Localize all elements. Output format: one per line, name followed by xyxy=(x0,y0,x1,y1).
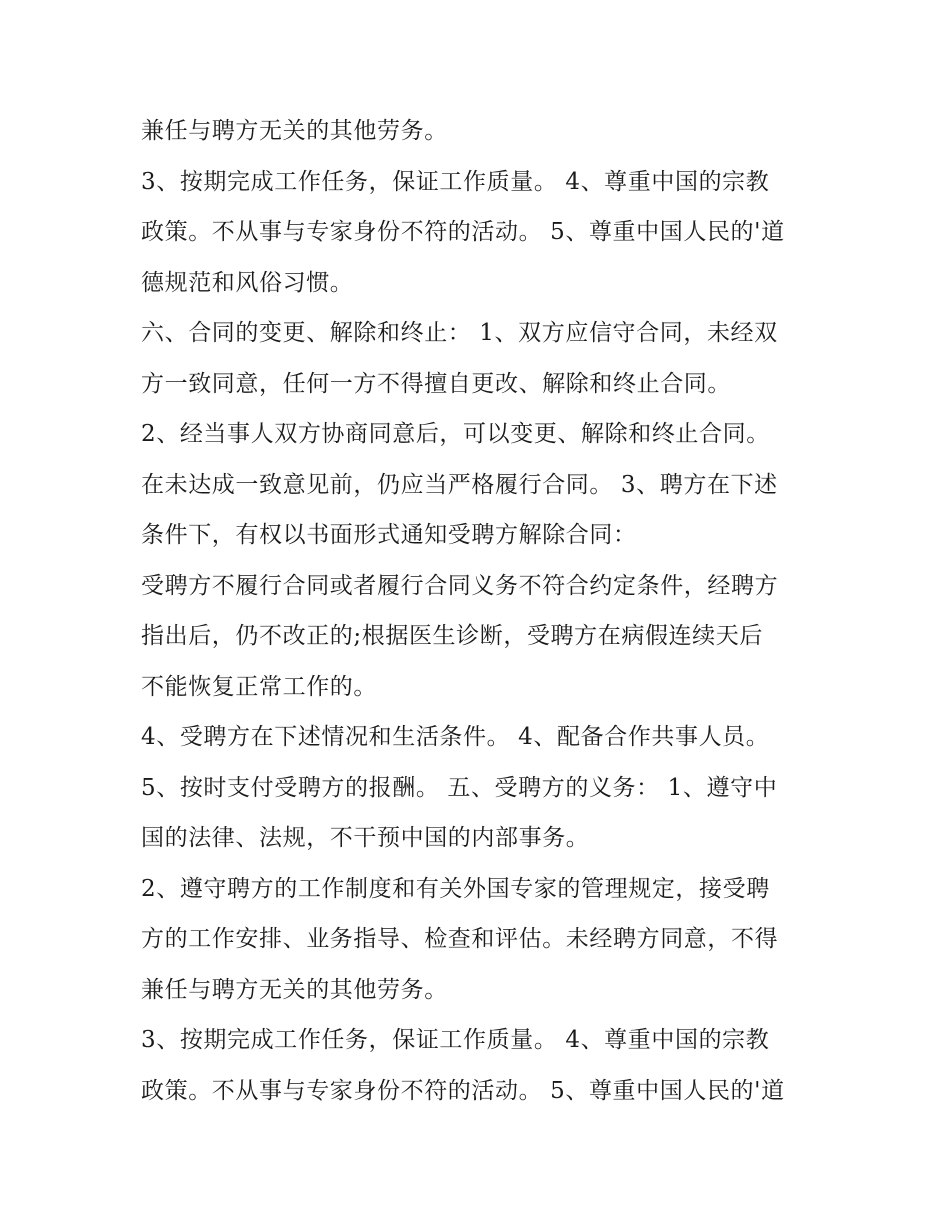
text-line: 政策。不从事与专家身份不符的活动。 5、尊重中国人民的'道 xyxy=(141,219,785,245)
text-line: 方一致同意，任何一方不得擅自更改、解除和终止合同。 xyxy=(141,370,731,397)
text-line: 2、遵守聘方的工作制度和有关外国专家的管理规定，接受聘 xyxy=(141,875,770,902)
text-line: 3、按期完成工作任务，保证工作质量。 4、尊重中国的宗教 xyxy=(141,168,770,195)
text-line: 兼任与聘方无关的其他劳务。 xyxy=(141,976,448,1003)
text-line: 政策。不从事与专家身份不符的活动。 5、尊重中国人民的'道 xyxy=(141,1077,785,1104)
text-line: 3、按期完成工作任务，保证工作质量。 4、尊重中国的宗教 xyxy=(141,1027,770,1053)
text-line: 在未达成一致意见前，仍应当严格履行合同。 3、聘方在下述 xyxy=(141,471,778,498)
text-line: 六、合同的变更、解除和终止： 1、双方应信守合同，未经双 xyxy=(141,320,778,346)
text-line: 不能恢复正常工作的。 xyxy=(141,673,377,700)
text-line: 4、受聘方在下述情况和生活条件。 4、配备合作共事人员。 xyxy=(141,724,770,750)
text-line: 兼任与聘方无关的其他劳务。 xyxy=(141,118,448,144)
text-line: 2、经当事人双方协商同意后，可以变更、解除和终止合同。 xyxy=(141,421,770,447)
text-line: 指出后，仍不改正的;根据医生诊断，受聘方在病假连续天后 xyxy=(141,623,763,649)
text-line: 方的工作安排、业务指导、检查和评估。未经聘方同意，不得 xyxy=(141,926,779,952)
text-line: 德规范和风俗习惯。 xyxy=(141,269,354,296)
text-line: 国的法律、法规，不干预中国的内部事务。 xyxy=(141,825,590,851)
text-line: 条件下，有权以书面形式通知受聘方解除合同： xyxy=(141,522,637,548)
text-line: 受聘方不履行合同或者履行合同义务不符合约定条件，经聘方 xyxy=(141,572,779,599)
text-line: 5、按时支付受聘方的报酬。 五、受聘方的义务： 1、遵守中 xyxy=(141,774,778,801)
document-body xyxy=(141,106,821,1116)
